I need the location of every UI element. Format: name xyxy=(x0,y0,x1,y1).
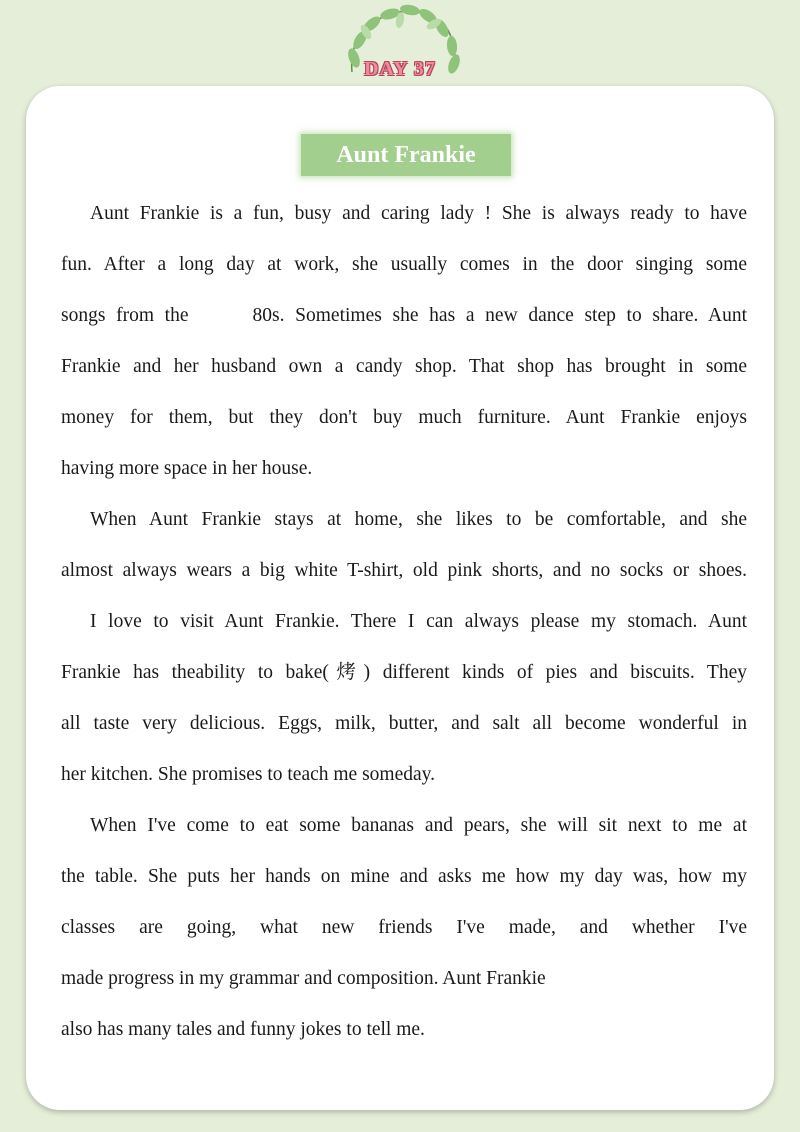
text-line: almost always wears a big white T-shirt, old pink shorts, and no socks or shoes. xyxy=(61,560,747,581)
text-line: her kitchen. She promises to teach me someday. xyxy=(61,764,436,785)
page-title: Aunt Frankie xyxy=(301,134,511,176)
text-line: money for them, but they don't buy much furniture. Aunt Frankie enjoys xyxy=(61,407,747,428)
text-line: songs from the 80s. Sometimes she has a new dance step to share. Aunt xyxy=(61,305,747,326)
text-line: the table. She puts her hands on mine and asks me how my day was, how my xyxy=(61,866,747,887)
text-line: fun. After a long day at work, she usually comes in the door singing some xyxy=(61,254,747,275)
text-line: Frankie has theability to bake(烤) different kinds of pies and biscuits. They xyxy=(61,662,747,683)
text-line: Frankie and her husband own a candy shop. That shop has brought in some xyxy=(61,356,747,377)
text-line: When I've come to eat some bananas and pears, she will sit next to me at xyxy=(90,815,747,836)
text-line: I love to visit Aunt Frankie. There I can always please my stomach. Aunt xyxy=(90,611,747,632)
story-text xyxy=(61,188,747,1055)
text-line: When Aunt Frankie stays at home, she likes to be comfortable, and she xyxy=(90,509,747,530)
text-line: also has many tales and funny jokes to tell me. xyxy=(61,1019,425,1040)
text-line: made progress in my grammar and composition. Aunt Frankie xyxy=(61,968,546,989)
day-badge xyxy=(330,0,470,90)
text-line: all taste very delicious. Eggs, milk, butter, and salt all become wonderful in xyxy=(61,713,747,734)
text-line: having more space in her house. xyxy=(61,458,313,479)
text-line: classes are going, what new friends I've made, and whether I've xyxy=(61,917,747,938)
day-label: DAY 37 xyxy=(364,58,436,80)
text-line: Aunt Frankie is a fun, busy and caring lady ! She is always ready to have xyxy=(90,203,747,224)
